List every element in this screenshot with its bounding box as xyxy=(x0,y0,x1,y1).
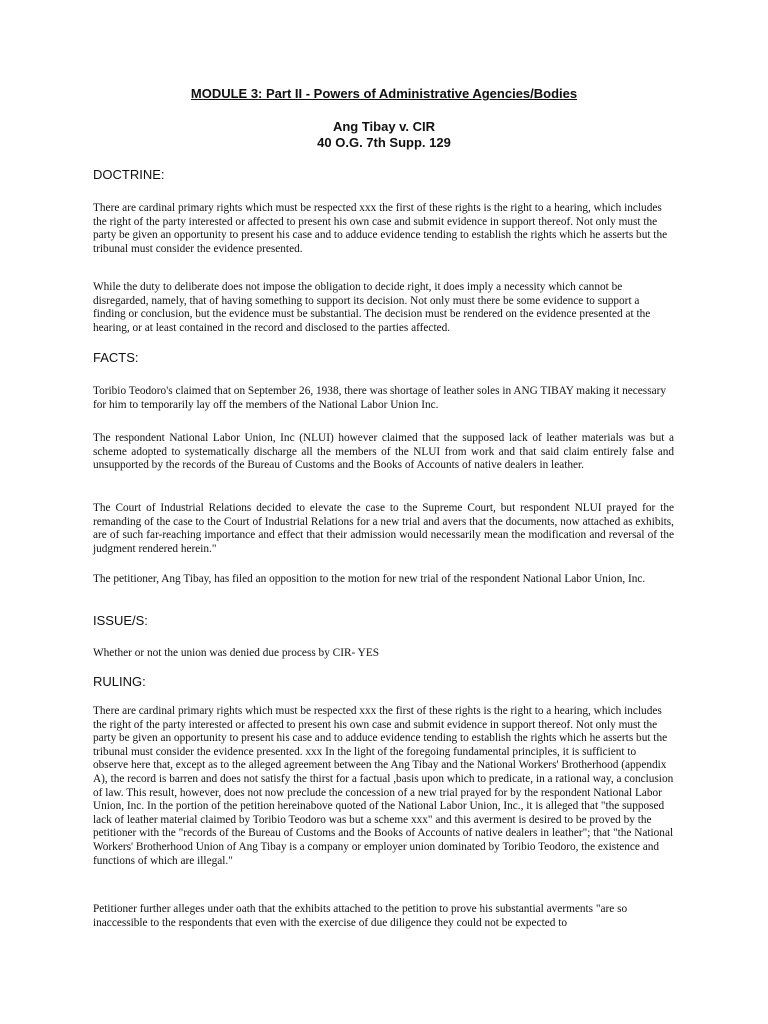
ruling-heading: RULING: xyxy=(93,674,146,689)
facts-paragraph-4: The petitioner, Ang Tibay, has filed an opposition to the motion for new trial of the respondent National Labor Union, Inc. xyxy=(93,573,646,585)
case-name: Ang Tibay v. CIR xyxy=(332,119,436,134)
facts-paragraph-2: The respondent National Labor Union, Inc (NLUI) however claimed that the supposed lack of leather materials was but a scheme adopted to systematically discharge all the members of the NLUI from work and that said claim entirely false and unsupported by the records of the Bureau of Customs and the Books of Accounts of native dealers in leather. xyxy=(93,432,674,472)
issues-heading: ISSUE/S: xyxy=(93,613,148,628)
doctrine-paragraph-2: While the duty to deliberate does not impose the obligation to decide right, it does imply a necessity which cannot be disregarded, namely, that of having something to support its decision. Not only must there be some evidence to support a finding or conclusion, but the evidence must be substantial. The decision must be rendered on the evidence presented at the hearing, or at least contained in the record and disclosed to the parties affected. xyxy=(93,281,651,334)
facts-heading: FACTS: xyxy=(93,350,139,365)
facts-paragraph-1: Toribio Teodoro's claimed that on September 26, 1938, there was shortage of leather soles in ANG TIBAY making it necessary for him to temporarily lay off the members of the National Labor Union Inc. xyxy=(93,385,667,411)
ruling-paragraph-1: There are cardinal primary rights which must be respected xxx the first of these rights is the right to a hearing, which includes the right of the party interested or affected to present his own case and submit evidence in support thereof. Not only must the party be given an opportunity to present his case and to adduce evidence tending to establish the rights which he asserts but the tribunal must consider the evidence presented. xxx In the light of the foregoing fundamental principles, it is sufficient to observe here that, except as to the alleged agreement between the Ang Tibay and the National Workers' Brotherhood (appendix A), the record is barren and does not satisfy the thirst for a factual ,basis upon which to predicate, in a rational way, a conclusion of law. This result, however, does not now preclude the concession of a new trial prayed for by the respondent National Labor Union, Inc. In the portion of the petition hereinabove quoted of the National Labor Union, Inc., it is alleged that "the supposed lack of leather material claimed by Toribio Teodoro was but a scheme xxx" and this averment is desired to be proved by the petitioner with the "records of the Bureau of Customs and the Books of Accounts of native dealers in leather"; that "the National Workers' Brotherhood Union of Ang Tibay is a company or employer union dominated by Toribio Teodoro, the existence and functions of which are illegal." xyxy=(93,705,674,867)
ruling-paragraph-2: Petitioner further alleges under oath that the exhibits attached to the petition to prove his substantial averments "are so inaccessible to the respondents that even with the exercise of due diligence they could not be expected to xyxy=(93,903,628,929)
case-header xyxy=(0,119,768,151)
doctrine-heading: DOCTRINE: xyxy=(93,167,165,182)
issue-statement: Whether or not the union was denied due process by CIR- YES xyxy=(93,647,380,659)
case-citation: 40 O.G. 7th Supp. 129 xyxy=(317,135,451,150)
facts-paragraph-3: The Court of Industrial Relations decided to elevate the case to the Supreme Court, but respondent NLUI prayed for the remanding of the case to the Court of Industrial Relations for a new trial and avers that the documents, now attached as exhibits, are of such far-reaching importance and effect that their admission would necessarily mean the modification and reversal of the judgment rendered herein." xyxy=(93,502,674,555)
doctrine-paragraph-1: There are cardinal primary rights which must be respected xxx the first of these rights is the right to a hearing, which includes the right of the party interested or affected to present his own case and submit evidence in support thereof. Not only must the party be given an opportunity to present his case and to adduce evidence tending to establish the rights which he asserts but the tribunal must consider the evidence presented. xyxy=(93,202,668,255)
module-title: MODULE 3: Part II - Powers of Administrative Agencies/Bodies xyxy=(190,86,578,101)
